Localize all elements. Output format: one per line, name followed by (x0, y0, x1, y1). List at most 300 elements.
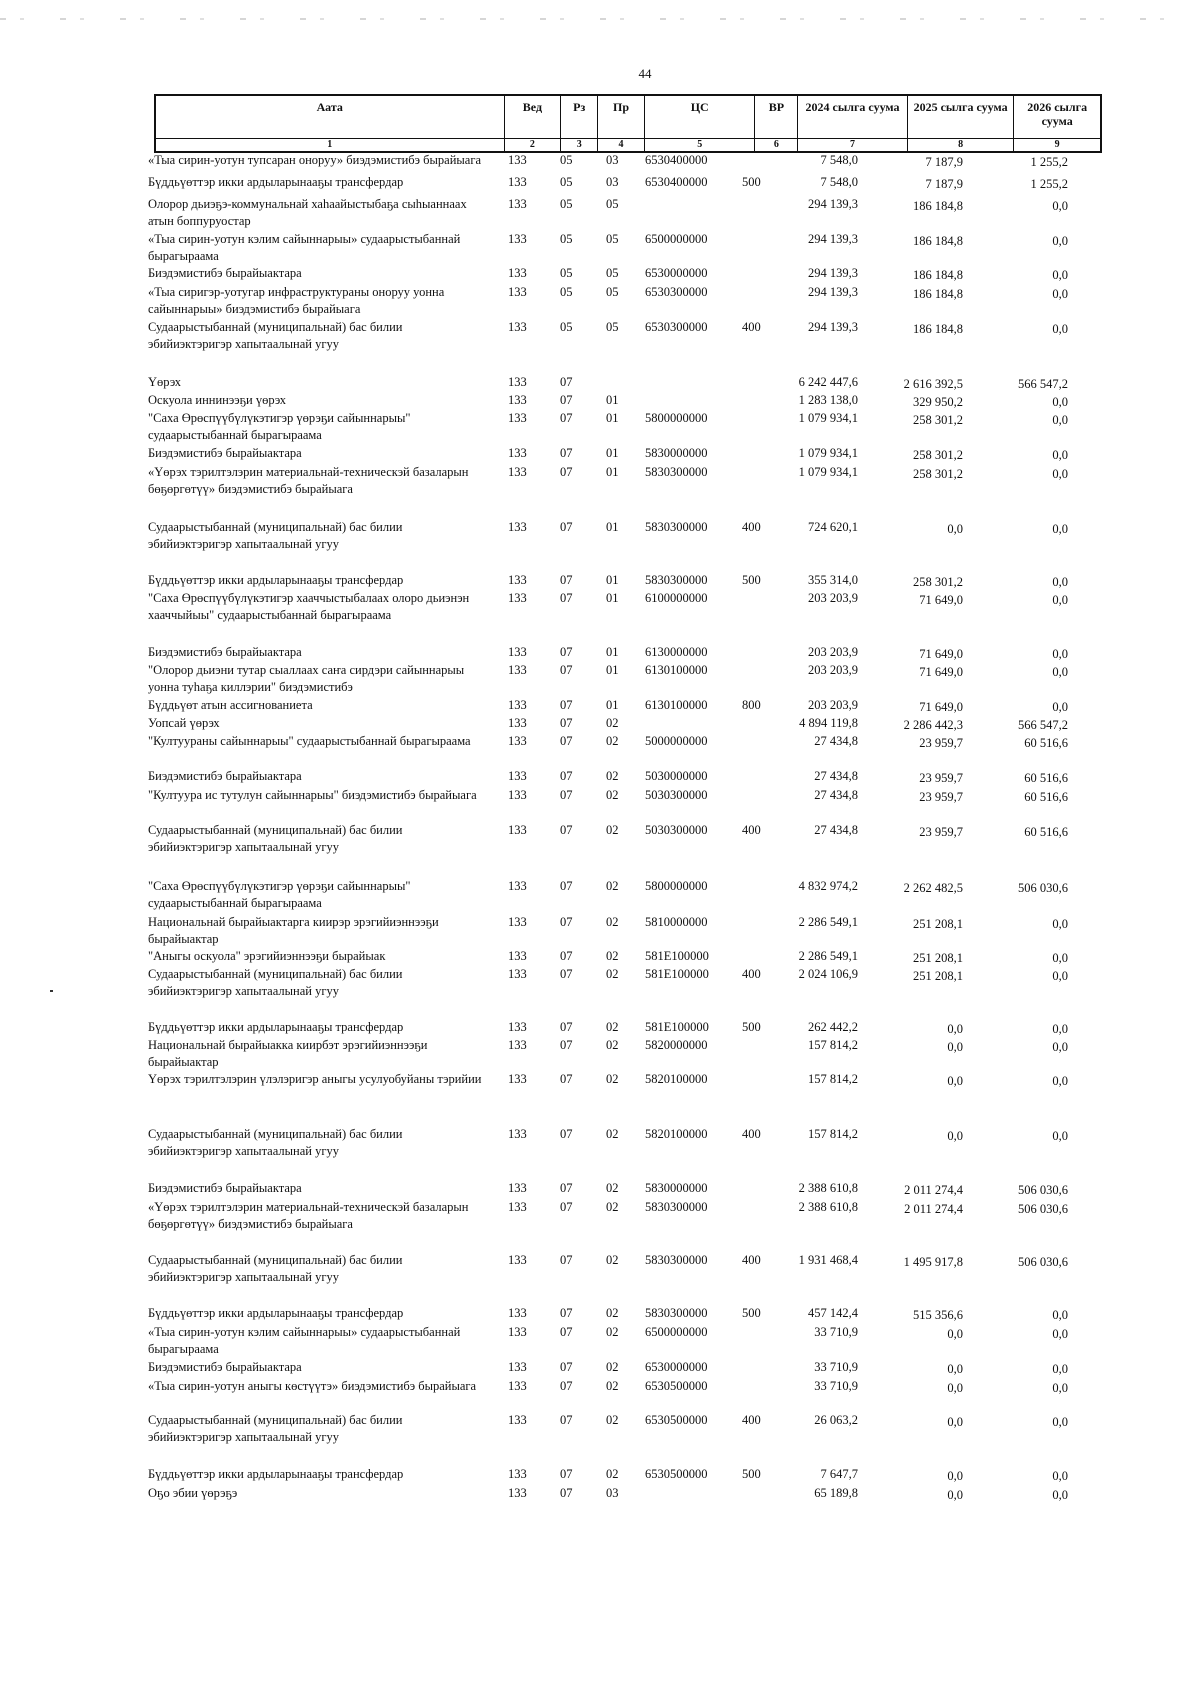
row-cs: 5830300000 (645, 465, 708, 479)
row-pr: 02 (606, 1200, 619, 1214)
row-name: Биэдэмистибэ бырайыактара (148, 769, 302, 783)
row-name: Судаарыстыбаннай (муниципальнай) бас билии эбийиэктэригэр хапытаалынай угуу (148, 1413, 403, 1444)
row-name: Биэдэмистибэ бырайыактара (148, 1360, 302, 1374)
row-pr: 02 (606, 1253, 619, 1267)
row-cs: 6530000000 (645, 1360, 708, 1374)
row-ved: 133 (508, 591, 527, 605)
row-ved: 133 (508, 285, 527, 299)
row-pr: 01 (606, 465, 619, 479)
row-amount-2025: 186 184,8 (913, 199, 963, 213)
row-ved: 133 (508, 1181, 527, 1195)
row-name: Судаарыстыбаннай (муниципальнай) бас билии эбийиэктэригэр хапытаалынай угуу (148, 1253, 403, 1284)
row-pr: 02 (606, 788, 619, 802)
row-pr: 02 (606, 1181, 619, 1195)
row-ved: 133 (508, 1200, 527, 1214)
header-col-ved: Вед (504, 96, 561, 138)
row-vr: 500 (742, 573, 761, 587)
row-name: Олорор дьиэҕэ-коммунальнай хаһаайыстыбаҕа сыһыаннаах атын боппуруостар (148, 197, 467, 228)
row-amount-2024: 27 434,8 (814, 734, 858, 748)
row-name: Биэдэмистибэ бырайыактара (148, 266, 302, 280)
row-rz: 07 (560, 915, 573, 929)
row-amount-2024: 2 286 549,1 (798, 949, 858, 963)
row-pr: 01 (606, 393, 619, 407)
row-ved: 133 (508, 266, 527, 280)
row-name: Үөрэх тэрилтэлэрин үлэлэригэр аныгы усулуобуйаны тэрийии (148, 1072, 482, 1086)
row-amount-2025: 2 616 392,5 (903, 377, 963, 391)
row-amount-2025: 258 301,2 (913, 448, 963, 462)
row-rz: 07 (560, 520, 573, 534)
row-amount-2025: 2 011 274,4 (904, 1202, 963, 1216)
row-rz: 07 (560, 1467, 573, 1481)
row-ved: 133 (508, 197, 527, 211)
row-cs: 6130100000 (645, 663, 708, 677)
row-name: Судаарыстыбаннай (муниципальнай) бас билии эбийиэктэригэр хапытаалынай угуу (148, 520, 403, 551)
row-name: "Саха Өрөспүүбүлүкэтигэр үөрэҕи сайыннарыы" судаарыстыбаннай бырагыраама (148, 879, 411, 910)
row-amount-2024: 2 286 549,1 (798, 915, 858, 929)
row-vr: 400 (742, 520, 761, 534)
row-ved: 133 (508, 320, 527, 334)
row-ved: 133 (508, 520, 527, 534)
row-amount-2026: 0,0 (1052, 448, 1068, 462)
row-amount-2026: 60 516,6 (1024, 736, 1068, 750)
row-ved: 133 (508, 1020, 527, 1034)
row-amount-2026: 0,0 (1052, 647, 1068, 661)
row-amount-2024: 27 434,8 (814, 788, 858, 802)
row-amount-2025: 0,0 (947, 1381, 963, 1395)
row-name: Бүддьүөттэр икки ардыларынааҕы трансфердар (148, 1306, 404, 1320)
row-cs: 6530000000 (645, 266, 708, 280)
row-name: Бүддьүөттэр икки ардыларынааҕы трансфердар (148, 1467, 404, 1481)
header-col-2025: 2025 сылга суума (907, 96, 1014, 138)
row-name: "Саха Өрөспүүбүлүкэтигэр үөрэҕи сайыннарыы" судаарыстыбаннай бырагыраама (148, 411, 411, 442)
row-amount-2024: 203 203,9 (808, 645, 858, 659)
row-amount-2024: 27 434,8 (814, 769, 858, 783)
row-rz: 07 (560, 1127, 573, 1141)
table-header (154, 94, 1102, 153)
row-rz: 07 (560, 788, 573, 802)
row-amount-2024: 1 079 934,1 (798, 411, 858, 425)
row-amount-2024: 294 139,3 (808, 285, 858, 299)
row-amount-2024: 294 139,3 (808, 232, 858, 246)
row-vr: 500 (742, 1306, 761, 1320)
row-cs: 6530500000 (645, 1467, 708, 1481)
row-amount-2025: 251 208,1 (913, 951, 963, 965)
row-cs: 5030000000 (645, 769, 708, 783)
row-amount-2025: 71 649,0 (919, 647, 963, 661)
row-amount-2024: 157 814,2 (808, 1072, 858, 1086)
row-name: Биэдэмистибэ бырайыактара (148, 446, 302, 460)
row-cs: 6530300000 (645, 285, 708, 299)
row-rz: 05 (560, 153, 573, 167)
row-ved: 133 (508, 175, 527, 189)
row-name: Национальнай бырайыактарга киирэр эрэгийиэннээҕи бырайыактар (148, 915, 439, 946)
row-amount-2025: 2 262 482,5 (903, 881, 963, 895)
row-name: Бүддьүөттэр икки ардыларынааҕы трансфердар (148, 573, 404, 587)
row-ved: 133 (508, 734, 527, 748)
row-cs: 5830300000 (645, 1253, 708, 1267)
header-col-pr: Пр (597, 96, 644, 138)
row-name: "Аныгы оскуола" эрэгийиэннээҕи бырайыак (148, 949, 386, 963)
row-name: «Тыа сирин-уотун аныгы көстүүтэ» биэдэмистибэ бырайыага (148, 1379, 477, 1393)
row-amount-2025: 258 301,2 (913, 467, 963, 481)
row-name: Оҕо эбии үөрэҕэ (148, 1486, 238, 1500)
header-col-vr: ВР (754, 96, 797, 138)
row-name: Бүддьүөт атын ассигнованиета (148, 698, 313, 712)
row-ved: 133 (508, 645, 527, 659)
row-cs: 6530400000 (645, 175, 708, 189)
row-cs: 6530500000 (645, 1413, 708, 1427)
row-cs: 581Е100000 (645, 1020, 709, 1034)
row-amount-2026: 0,0 (1052, 234, 1068, 248)
row-amount-2024: 26 063,2 (814, 1413, 858, 1427)
row-rz: 07 (560, 411, 573, 425)
row-cs: 5820100000 (645, 1072, 708, 1086)
row-ved: 133 (508, 465, 527, 479)
row-cs: 5830300000 (645, 1200, 708, 1214)
row-name: Судаарыстыбаннай (муниципальнай) бас билии эбийиэктэригэр хапытаалынай угуу (148, 967, 403, 998)
row-amount-2024: 157 814,2 (808, 1038, 858, 1052)
row-amount-2024: 4 894 119,8 (799, 716, 858, 730)
row-cs: 5830300000 (645, 1306, 708, 1320)
row-pr: 03 (606, 153, 619, 167)
row-rz: 07 (560, 393, 573, 407)
row-cs: 6530400000 (645, 153, 708, 167)
header-col-name: Аата (316, 100, 343, 114)
row-rz: 05 (560, 266, 573, 280)
row-pr: 02 (606, 1306, 619, 1320)
header-col-cs: ЦС (644, 96, 755, 138)
row-name: «Үөрэх тэрилтэлэрин материальнай-техническэй базаларын бөҕөргөтүү» биэдэмистибэ бырайыага (148, 465, 469, 496)
row-name: Үөрэх (148, 375, 181, 389)
row-amount-2026: 0,0 (1052, 593, 1068, 607)
row-amount-2025: 0,0 (947, 1362, 963, 1376)
row-amount-2026: 0,0 (1052, 395, 1068, 409)
row-vr: 400 (742, 1127, 761, 1141)
row-amount-2026: 0,0 (1052, 951, 1068, 965)
row-amount-2026: 506 030,6 (1018, 881, 1068, 895)
row-amount-2024: 457 142,4 (808, 1306, 858, 1320)
row-amount-2025: 23 959,7 (919, 736, 963, 750)
row-amount-2025: 258 301,2 (913, 575, 963, 589)
header-numbers (156, 138, 1100, 151)
row-amount-2025: 71 649,0 (919, 593, 963, 607)
row-amount-2026: 0,0 (1052, 1381, 1068, 1395)
row-ved: 133 (508, 1038, 527, 1052)
row-pr: 02 (606, 823, 619, 837)
row-amount-2025: 2 286 442,3 (903, 718, 963, 732)
row-name: «Тыа сирин-уотун кэлим сайыннарыы» судаарыстыбаннай бырагыраама (148, 232, 461, 263)
header-titles (156, 96, 1100, 138)
row-amount-2026: 1 255,2 (1030, 177, 1068, 191)
row-amount-2024: 27 434,8 (814, 823, 858, 837)
row-amount-2026: 0,0 (1052, 1469, 1068, 1483)
row-cs: 6500000000 (645, 1325, 708, 1339)
row-amount-2026: 0,0 (1052, 1308, 1068, 1322)
row-amount-2026: 0,0 (1052, 917, 1068, 931)
row-pr: 02 (606, 1467, 619, 1481)
row-ved: 133 (508, 698, 527, 712)
row-amount-2026: 506 030,6 (1018, 1255, 1068, 1269)
row-rz: 07 (560, 591, 573, 605)
row-name: Биэдэмистибэ бырайыактара (148, 1181, 302, 1195)
header-col-2024: 2024 сылга суума (797, 96, 907, 138)
row-amount-2025: 186 184,8 (913, 287, 963, 301)
row-ved: 133 (508, 788, 527, 802)
row-amount-2025: 251 208,1 (913, 969, 963, 983)
row-amount-2025: 0,0 (947, 1469, 963, 1483)
page-number: 44 (638, 66, 652, 81)
row-pr: 02 (606, 915, 619, 929)
row-rz: 07 (560, 573, 573, 587)
row-amount-2026: 0,0 (1052, 268, 1068, 282)
row-ved: 133 (508, 915, 527, 929)
row-amount-2026: 0,0 (1052, 1022, 1068, 1036)
row-vr: 500 (742, 1467, 761, 1481)
header-num-7: 7 (797, 139, 907, 151)
row-name: «Тыа сирин-уотун тупсаран оноруу» биэдэмистибэ бырайыага (148, 153, 482, 167)
row-amount-2026: 0,0 (1052, 1074, 1068, 1088)
row-ved: 133 (508, 411, 527, 425)
row-amount-2026: 0,0 (1052, 969, 1068, 983)
row-rz: 07 (560, 1325, 573, 1339)
row-vr: 400 (742, 1253, 761, 1267)
row-pr: 02 (606, 1325, 619, 1339)
row-pr: 05 (606, 285, 619, 299)
row-amount-2026: 0,0 (1052, 1327, 1068, 1341)
row-amount-2024: 203 203,9 (808, 698, 858, 712)
row-name: Судаарыстыбаннай (муниципальнай) бас билии эбийиэктэригэр хапытаалынай угуу (148, 823, 403, 854)
row-name: "Култуураны сайыннарыы" судаарыстыбаннай бырагыраама (148, 734, 471, 748)
row-cs: 5030300000 (645, 788, 708, 802)
row-amount-2024: 1 931 468,4 (798, 1253, 858, 1267)
row-amount-2024: 6 242 447,6 (798, 375, 858, 389)
row-ved: 133 (508, 716, 527, 730)
header-num-9: 9 (1013, 139, 1100, 151)
row-cs: 5800000000 (645, 411, 708, 425)
row-rz: 05 (560, 320, 573, 334)
row-name: "Саха Өрөспүүбүлүкэтигэр хааччыстыбалаах олоро дьиэнэн хааччыйыы" судаарыстыбаннай бырагыраама (148, 591, 470, 622)
header-num-8: 8 (907, 139, 1014, 151)
row-rz: 07 (560, 645, 573, 659)
row-amount-2024: 294 139,3 (808, 320, 858, 334)
row-cs: 6130000000 (645, 645, 708, 659)
row-cs: 5800000000 (645, 879, 708, 893)
row-cs: 6100000000 (645, 591, 708, 605)
row-ved: 133 (508, 393, 527, 407)
row-ved: 133 (508, 573, 527, 587)
row-ved: 133 (508, 823, 527, 837)
row-rz: 07 (560, 823, 573, 837)
row-rz: 07 (560, 1038, 573, 1052)
row-pr: 02 (606, 967, 619, 981)
row-amount-2026: 0,0 (1052, 1415, 1068, 1429)
row-amount-2026: 0,0 (1052, 199, 1068, 213)
row-rz: 07 (560, 446, 573, 460)
row-rz: 07 (560, 698, 573, 712)
row-amount-2025: 0,0 (947, 1327, 963, 1341)
row-cs: 6530500000 (645, 1379, 708, 1393)
row-amount-2026: 566 547,2 (1018, 718, 1068, 732)
row-ved: 133 (508, 1379, 527, 1393)
header-col-2026: 2026 сылга суума (1013, 96, 1100, 138)
row-amount-2026: 60 516,6 (1024, 771, 1068, 785)
row-amount-2025: 0,0 (947, 1129, 963, 1143)
row-ved: 133 (508, 232, 527, 246)
row-amount-2025: 23 959,7 (919, 825, 963, 839)
row-rz: 07 (560, 1486, 573, 1500)
row-pr: 02 (606, 734, 619, 748)
scan-artifact (0, 18, 1200, 20)
row-amount-2025: 515 356,6 (913, 1308, 963, 1322)
row-amount-2025: 258 301,2 (913, 413, 963, 427)
row-cs: 5830300000 (645, 573, 708, 587)
row-amount-2026: 506 030,6 (1018, 1202, 1068, 1216)
row-pr: 02 (606, 949, 619, 963)
row-rz: 07 (560, 949, 573, 963)
row-rz: 07 (560, 1072, 573, 1086)
row-ved: 133 (508, 949, 527, 963)
row-pr: 02 (606, 1413, 619, 1427)
row-pr: 05 (606, 197, 619, 211)
row-amount-2024: 1 079 934,1 (798, 465, 858, 479)
header-num-4: 4 (597, 139, 644, 151)
row-amount-2024: 33 710,9 (814, 1379, 858, 1393)
header-num-2: 2 (504, 139, 561, 151)
row-name: Национальнай бырайыакка киирбэт эрэгийиэннээҕи бырайыактар (148, 1038, 428, 1069)
row-ved: 133 (508, 1072, 527, 1086)
row-amount-2025: 0,0 (947, 1040, 963, 1054)
row-vr: 800 (742, 698, 761, 712)
row-name: Судаарыстыбаннай (муниципальнай) бас билии эбийиэктэригэр хапытаалынай угуу (148, 320, 403, 351)
row-ved: 133 (508, 769, 527, 783)
row-rz: 07 (560, 1181, 573, 1195)
row-cs: 5820100000 (645, 1127, 708, 1141)
row-amount-2025: 7 187,9 (925, 177, 963, 191)
row-pr: 02 (606, 716, 619, 730)
row-pr: 05 (606, 320, 619, 334)
row-cs: 6530300000 (645, 320, 708, 334)
row-rz: 07 (560, 375, 573, 389)
row-pr: 01 (606, 663, 619, 677)
row-amount-2026: 0,0 (1052, 413, 1068, 427)
row-amount-2025: 2 011 274,4 (904, 1183, 963, 1197)
row-rz: 07 (560, 1306, 573, 1320)
row-cs: 5810000000 (645, 915, 708, 929)
row-ved: 133 (508, 1253, 527, 1267)
header-num-6: 6 (754, 139, 797, 151)
row-name: Бүддьүөттэр икки ардыларынааҕы трансфердар (148, 1020, 404, 1034)
row-rz: 07 (560, 716, 573, 730)
row-pr: 02 (606, 1127, 619, 1141)
row-pr: 01 (606, 446, 619, 460)
row-amount-2024: 355 314,0 (808, 573, 858, 587)
header-num-3: 3 (560, 139, 597, 151)
row-rz: 07 (560, 663, 573, 677)
row-cs: 581Е100000 (645, 967, 709, 981)
row-rz: 07 (560, 1200, 573, 1214)
row-ved: 133 (508, 1127, 527, 1141)
row-amount-2026: 0,0 (1052, 1129, 1068, 1143)
row-amount-2026: 0,0 (1052, 1362, 1068, 1376)
row-vr: 500 (742, 1020, 761, 1034)
header-num-5: 5 (644, 139, 755, 151)
row-amount-2025: 1 495 917,8 (903, 1255, 963, 1269)
row-amount-2024: 2 024 106,9 (798, 967, 858, 981)
row-vr: 400 (742, 823, 761, 837)
row-cs: 5830000000 (645, 1181, 708, 1195)
row-amount-2025: 0,0 (947, 522, 963, 536)
row-rz: 05 (560, 285, 573, 299)
row-amount-2024: 33 710,9 (814, 1360, 858, 1374)
row-amount-2025: 329 950,2 (913, 395, 963, 409)
row-cs: 6130100000 (645, 698, 708, 712)
row-pr: 01 (606, 411, 619, 425)
row-pr: 01 (606, 591, 619, 605)
row-pr: 01 (606, 645, 619, 659)
row-name: Биэдэмистибэ бырайыактара (148, 645, 302, 659)
row-amount-2024: 7 647,7 (820, 1467, 858, 1481)
row-cs: 5830000000 (645, 446, 708, 460)
row-pr: 05 (606, 232, 619, 246)
row-amount-2025: 186 184,8 (913, 322, 963, 336)
row-amount-2026: 0,0 (1052, 575, 1068, 589)
row-vr: 400 (742, 320, 761, 334)
row-amount-2024: 65 189,8 (814, 1486, 858, 1500)
row-amount-2024: 294 139,3 (808, 197, 858, 211)
row-amount-2024: 7 548,0 (820, 153, 858, 167)
row-cs: 581Е100000 (645, 949, 709, 963)
row-amount-2026: 506 030,6 (1018, 1183, 1068, 1197)
row-amount-2025: 0,0 (947, 1415, 963, 1429)
row-amount-2026: 0,0 (1052, 700, 1068, 714)
row-ved: 133 (508, 1486, 527, 1500)
row-pr: 02 (606, 879, 619, 893)
row-amount-2025: 0,0 (947, 1488, 963, 1502)
row-pr: 02 (606, 1379, 619, 1393)
row-ved: 133 (508, 1360, 527, 1374)
row-ved: 133 (508, 1306, 527, 1320)
row-ved: 133 (508, 153, 527, 167)
row-rz: 07 (560, 1379, 573, 1393)
row-amount-2024: 262 442,2 (808, 1020, 858, 1034)
row-rz: 05 (560, 232, 573, 246)
row-name: «Тыа сиригэр-уотугар инфраструктураны оноруу уонна сайыннарыы» биэдэмистибэ бырайыага (148, 285, 445, 316)
row-amount-2026: 0,0 (1052, 1488, 1068, 1502)
row-rz: 05 (560, 175, 573, 189)
row-amount-2026: 566 547,2 (1018, 377, 1068, 391)
row-amount-2026: 0,0 (1052, 665, 1068, 679)
row-amount-2025: 186 184,8 (913, 268, 963, 282)
row-pr: 03 (606, 1486, 619, 1500)
row-pr: 02 (606, 1038, 619, 1052)
row-pr: 02 (606, 1072, 619, 1086)
row-amount-2024: 33 710,9 (814, 1325, 858, 1339)
row-pr: 01 (606, 573, 619, 587)
row-amount-2025: 0,0 (947, 1074, 963, 1088)
header-num-1: 1 (327, 139, 333, 150)
row-ved: 133 (508, 1467, 527, 1481)
row-rz: 07 (560, 1413, 573, 1427)
row-name: "Олорор дьиэни тутар сыаллаах саҥа сирдэри сайыннарыы уонна туһаҕа киллэрии" биэдэмистибэ (148, 663, 465, 694)
row-rz: 05 (560, 197, 573, 211)
row-pr: 02 (606, 1360, 619, 1374)
row-amount-2026: 0,0 (1052, 322, 1068, 336)
row-ved: 133 (508, 663, 527, 677)
row-amount-2025: 251 208,1 (913, 917, 963, 931)
row-amount-2024: 157 814,2 (808, 1127, 858, 1141)
row-amount-2024: 4 832 974,2 (798, 879, 858, 893)
row-amount-2024: 2 388 610,8 (798, 1200, 858, 1214)
